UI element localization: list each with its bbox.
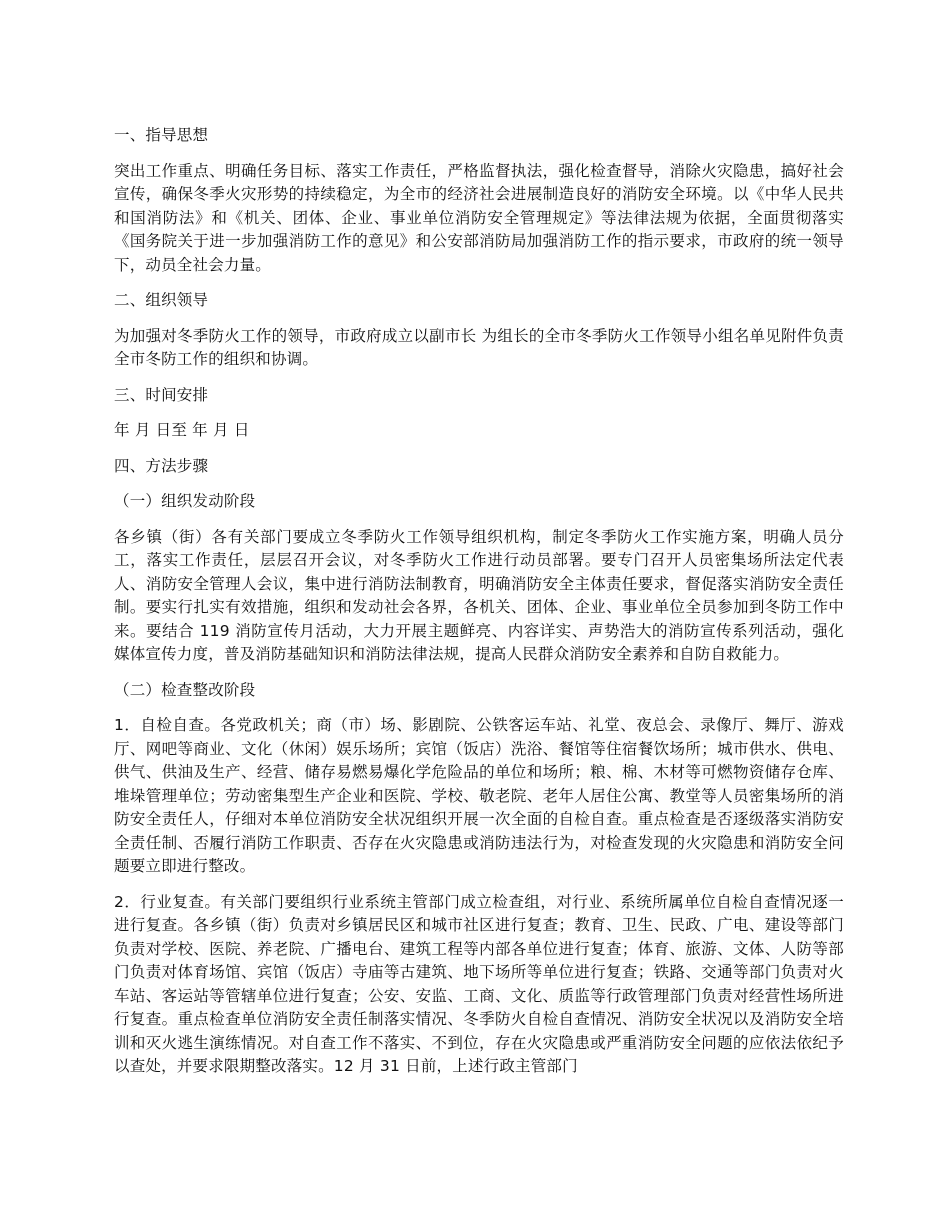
subsection-heading-inspection: （二）检查整改阶段 (114, 680, 256, 699)
subsection-heading-mobilization: （一）组织发动阶段 (114, 492, 256, 510)
paragraph-guiding-ideology: 突出工作重点、明确任务目标、落实工作责任，严格监督执法，强化检查督导，消除火灾隐患，搞好社会宣传，确保冬季火灾形势的持续稳定，为全市的经济社会进展制造良好的消防安全环境。以《中华人民共和国消防法》和《机关、团体、企业、事业单位消防安全管理规定》等法律法规为依据，全面贯彻落实《国务院关于进一步加强消防工作的意见》和公安部消防局加强消防工作的指示要求，市政府的统一领导下，动员全社会力量。 (114, 161, 844, 274)
document-body (114, 124, 844, 1091)
paragraph-self-inspection: 1．自检自查。各党政机关；商（市）场、影剧院、公铁客运车站、礼堂、夜总会、录像厅、舞厅、游戏厅、网吧等商业、文化（休闲）娱乐场所；宾馆（饭店）洗浴、餐馆等住宿餐饮场所；城市供水、供电、供气、供油及生产、经营、储存易燃易爆化学危险品的单位和场所；粮、棉、木材等可燃物资储存仓库、堆垛管理单位；劳动密集型生产企业和医院、学校、敬老院、老年人居住公寓、教堂等人员密集场所的消防安全责任人，仔细对本单位消防安全状况组织开展一次全面的自检自查。重点检查是否逐级落实消防安全责任制、否履行消防工作职责、否存在火灾隐患或消防违法行为，对检查发现的火灾隐患和消防安全问题要立即进行整改。 (114, 716, 844, 875)
section-heading-guiding-ideology: 一、指导思想 (114, 126, 209, 144)
paragraph-schedule: 年 月 日至 年 月 日 (114, 421, 250, 439)
section-heading-schedule: 三、时间安排 (114, 385, 209, 404)
paragraph-organization: 为加强对冬季防火工作的领导，市政府成立以副市长 为组长的全市冬季防火工作领导小组名单见附件负责全市冬防工作的组织和协调。 (114, 326, 844, 368)
section-heading-organization: 二、组织领导 (114, 291, 209, 309)
paragraph-industry-review: 2．行业复查。有关部门要组织行业系统主管部门成立检查组，对行业、系统所属单位自检自查情况逐一进行复查。各乡镇（街）负责对乡镇居民区和城市社区进行复查；教育、卫生、民政、广电、建设等部门负责对学校、医院、养老院、广播电台、建筑工程等内部各单位进行复查；体育、旅游、文体、人防等部门负责对体育场馆、宾馆（饭店）寺庙等古建筑、地下场所等单位进行复查；铁路、交通等部门负责对火车站、客运站等管辖单位进行复查；公安、安监、工商、文化、质监等行政管理部门负责对经营性场所进行复查。重点检查单位消防安全责任制落实情况、冬季防火自检自查情况、消防安全状况以及消防安全培训和灭火逃生演练情况。对自查工作不落实、不到位，存在火灾隐患或严重消防安全问题的应依法依纪予以查处，并要求限期整改落实。12 月 31 日前，上述行政主管部门 (114, 892, 844, 1075)
paragraph-mobilization: 各乡镇（街）各有关部门要成立冬季防火工作领导组织机构，制定冬季防火工作实施方案，明确人员分工，落实工作责任，层层召开会议，对冬季防火工作进行动员部署。要专门召开人员密集场所法定代表人、消防安全管理人会议，集中进行消防法制教育，明确消防安全主体责任要求，督促落实消防安全责任制。要实行扎实有效措施，组织和发动社会各界，各机关、团体、企业、事业单位全员参加到冬防工作中来。要结合 119 消防宣传月活动，大力开展主题鲜亮、内容详实、声势浩大的消防宣传系列活动，强化媒体宣传力度，普及消防基础知识和消防法律法规，提高人民群众消防安全素养和自防自救能力。 (114, 527, 844, 663)
section-heading-steps: 四、方法步骤 (114, 456, 209, 475)
